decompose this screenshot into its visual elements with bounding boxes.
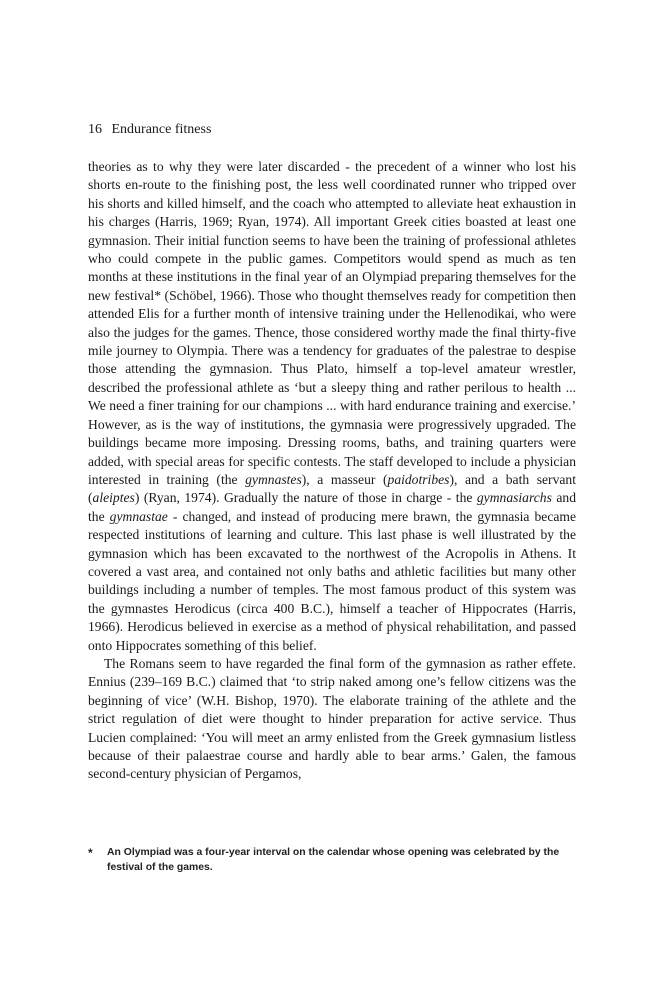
italic-term: gymnasiarchs — [476, 490, 552, 506]
text-run: theories as to why they were later discarded - the precedent of a winner who lost his shorts en-route to the finishing post, the less well coordinated runner who tripped over his shorts and killed himself, and the coach who attempted to alleviate heat exhaustion in his charges (Harris, 1969; Ryan, 1974). All important Greek cities boasted at least one gymnasion. Their initial function seems to have been the training of professional athletes who could compete in the public games. Competitors would spend as much as ten months at these institutions in the final year of an Olympiad preparing themselves for the new festival* (Schöbel, 1966). Those who thought themselves ready for competition then attended Elis for a further month of intensive training under the Hellenodikai, who were also the judges for the games. Thence, those considered worthy made the final thirty-five mile journey to Olympia. There was a tendency for graduates of the palestrae to despise those attending the gymnasion. Thus Plato, himself a top-level amateur wrestler, described the professional athlete as ‘but a sleepy thing and rather perilous to health ... We need a finer training for our champions ... with hard endurance training and exercise.’ However, as is the way of institutions, the gymnasia were progressively upgraded. The buildings became more imposing. Dressing rooms, baths, and training quarters were added, with special areas for specific contests. The staff developed to include a physician interested in training (the — [88, 159, 576, 487]
italic-term: gymnastes — [245, 471, 302, 487]
italic-term: aleiptes — [92, 490, 135, 506]
paragraph-2: The Romans seem to have regarded the final form of the gymnasion as rather effete. Ennius (239–169 B.C.) claimed that ‘to strip naked among one’s fellow citizens was the beginning of vice’ (W.H. Bishop, 1970). The elaborate training of the athlete and the strict regulation of diet were thought to hinder preparation for active service. Thus Lucien complained: ‘You will meet an army enlisted from the Greek gymnasium listless because of their palaestrae course and hardly able to bear arms.’ Galen, the famous second-century physician of Pergamos, — [88, 655, 576, 782]
footnote-marker: * — [88, 846, 93, 860]
footnote-text: An Olympiad was a four-year interval on the calendar whose opening was celebrated by the festival of the games. — [107, 847, 560, 873]
text-run: ), and a bath servant ( — [88, 471, 576, 506]
footnote — [88, 846, 568, 875]
text-run: - changed, and instead of producing mere brawn, the gymnasia became respected institutions of learning and culture. This last phase is well illustrated by the gymnasion which has been excavated to the northwest of the Acropolis in Athens. It covered a vast area, and contained not only baths and athletic facilities but many other buildings including a number of temples. The most famous product of this system was the gymnastes Herodicus (circa 400 B.C.), himself a teacher of Hippocrates (Harris, 1966). Herodicus believed in exercise as a method of physical rehabilitation, and passed onto Hippocrates something of this belief. — [88, 508, 576, 653]
body-text — [88, 158, 576, 784]
italic-term: paidotribes — [387, 471, 450, 487]
text-run: and the — [88, 490, 576, 524]
text-run: ) (Ryan, 1974). Gradually the nature of those in charge - the — [134, 490, 477, 506]
running-head — [88, 122, 211, 138]
page-number: 16 — [88, 122, 102, 137]
running-title: Endurance fitness — [111, 122, 212, 137]
italic-term: gymnastae — [109, 508, 168, 524]
text-run: ), a masseur ( — [301, 471, 388, 487]
paragraph-1 — [88, 158, 576, 655]
